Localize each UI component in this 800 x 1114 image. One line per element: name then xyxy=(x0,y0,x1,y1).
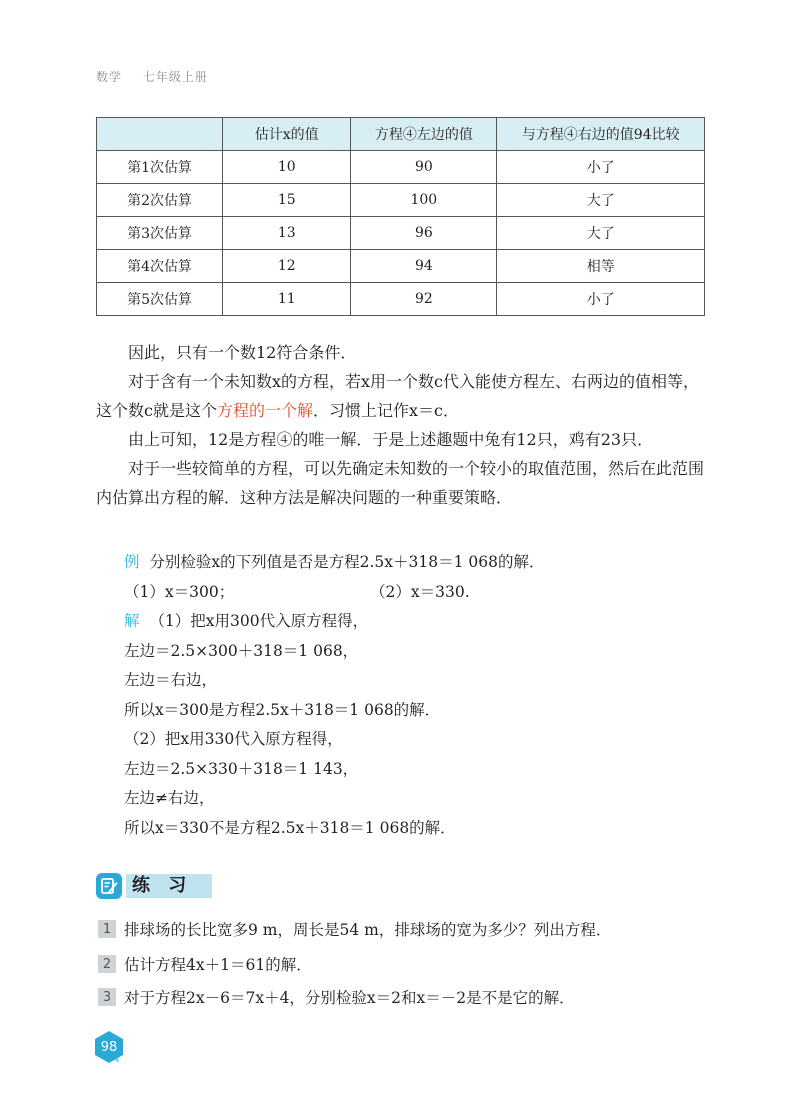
example-label: 例 xyxy=(124,553,140,571)
table-cell: 92 xyxy=(351,283,497,316)
solution-line: 左边＝2.5×300＋318＝1 068， xyxy=(124,641,359,660)
practice-header xyxy=(96,872,212,900)
table-cell: 小了 xyxy=(497,151,705,184)
paragraph-conclusion: 因此，只有一个数12符合条件． xyxy=(128,343,357,362)
table-cell: 相等 xyxy=(497,250,705,283)
table-header-cell xyxy=(97,118,223,151)
solution-line: （2）把x用330代入原方程得， xyxy=(124,730,343,748)
running-head xyxy=(96,68,224,85)
table-cell: 大了 xyxy=(497,217,705,250)
table-cell: 100 xyxy=(351,184,497,217)
highlight-term: 方程的一个解 xyxy=(216,401,313,420)
table-cell: 大了 xyxy=(497,184,705,217)
example-question: 分别检验x的下列值是否是方程2.5x＋318＝1 068的解． xyxy=(149,553,545,571)
definition-text: 对于含有一个未知数x的方程，若x用一个数c代入能使方程左、右两边的值相等，这个数c就是这个 xyxy=(96,372,700,420)
paragraph-strategy: 对于一些较简单的方程，可以先确定未知数的一个较小的取值范围，然后在此范围内估算出方程的解．这种方法是解决问题的一种重要策略． xyxy=(96,459,705,507)
table-row xyxy=(97,217,705,250)
example-parts-line xyxy=(124,578,724,608)
table-cell: 11 xyxy=(223,283,351,316)
estimation-table xyxy=(96,117,705,316)
solution-line: 所以x＝330不是方程2.5x＋318＝1 068的解． xyxy=(124,818,456,837)
exercise-text: 对于方程2x－6＝7x＋4，分别检验x＝2和x＝－2是不是它的解． xyxy=(124,989,575,1007)
table-row xyxy=(97,283,705,316)
example-part2: （2）x＝330. xyxy=(370,582,470,601)
table-cell: 94 xyxy=(351,250,497,283)
solution-line: 左边＝右边， xyxy=(124,671,218,689)
table-header-cell: 与方程④右边的值94比较 xyxy=(497,118,705,151)
solution-label: 解 xyxy=(124,612,140,630)
example-block xyxy=(124,548,724,843)
table-row xyxy=(97,151,705,184)
table-cell: 10 xyxy=(223,151,351,184)
practice-title: 练 习 xyxy=(126,874,212,898)
solution-line xyxy=(124,607,724,637)
table-header-row xyxy=(97,118,705,151)
book-label: 七年级上册 xyxy=(142,70,208,84)
exercise-number: 3 xyxy=(98,988,116,1006)
table-cell: 第5次估算 xyxy=(97,283,223,316)
pencil-note-icon xyxy=(96,873,122,899)
definition-notation: ．习惯上记作x＝c． xyxy=(312,401,459,420)
example-part1: （1）x＝300； xyxy=(124,582,235,601)
table-cell: 第2次估算 xyxy=(97,184,223,217)
solution-line: 左边＝2.5×330＋318＝1 143， xyxy=(124,759,359,778)
exercise-text: 排球场的长比宽多9 m，周长是54 m，排球场的宽为多少？列出方程． xyxy=(124,921,612,939)
paragraph-unique-solution: 由上可知，12是方程④的唯一解．于是上述趣题中兔有12只，鸡有23只． xyxy=(128,430,654,449)
table-cell: 15 xyxy=(223,184,351,217)
table-header-cell: 估计x的值 xyxy=(223,118,351,151)
table-cell: 第3次估算 xyxy=(97,217,223,250)
solution-line: 所以x＝300是方程2.5x＋318＝1 068的解． xyxy=(124,700,441,719)
table-cell: 13 xyxy=(223,217,351,250)
solution-line: 左边≠右边， xyxy=(124,789,215,807)
exercise-number: 1 xyxy=(98,920,116,938)
table-cell: 12 xyxy=(223,250,351,283)
exercise-item xyxy=(98,986,718,1008)
table-row xyxy=(97,184,705,217)
subject-label: 数学 xyxy=(96,70,123,84)
table-cell: 第1次估算 xyxy=(97,151,223,184)
table-cell: 90 xyxy=(351,151,497,184)
page-number-badge xyxy=(92,1030,126,1064)
page-number: 98 xyxy=(100,1039,118,1055)
solution-step: （1）把x用300代入原方程得， xyxy=(149,612,369,630)
exercise-item xyxy=(98,918,718,940)
table-row xyxy=(97,250,705,283)
table-header-cell: 方程④左边的值 xyxy=(351,118,497,151)
paragraph-definition xyxy=(96,367,708,425)
exercise-number: 2 xyxy=(98,955,116,973)
table-cell: 第4次估算 xyxy=(97,250,223,283)
exercise-text: 估计方程4x＋1＝61的解． xyxy=(124,956,312,974)
example-question-line xyxy=(124,548,724,578)
exercise-item xyxy=(98,953,718,975)
table-cell: 小了 xyxy=(497,283,705,316)
table-cell: 96 xyxy=(351,217,497,250)
